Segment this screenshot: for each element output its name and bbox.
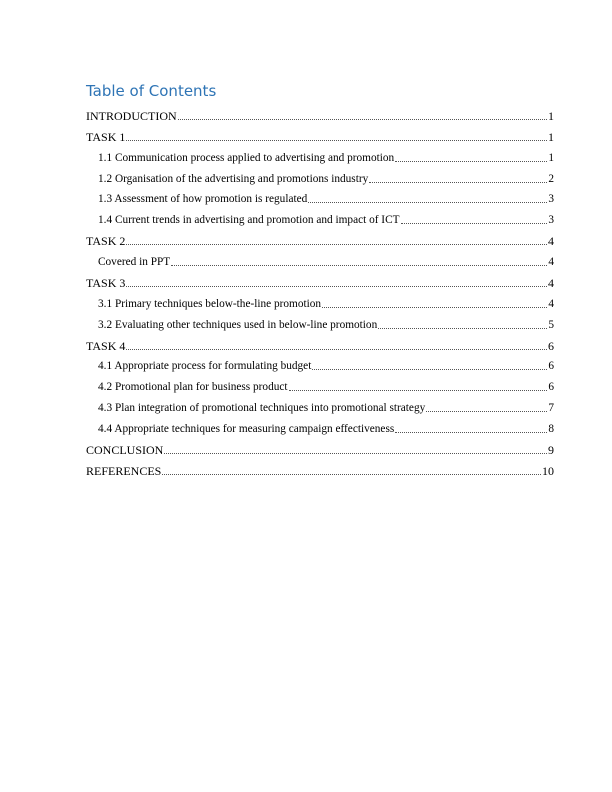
toc-list (86, 102, 554, 478)
toc-page-number: 3 (548, 214, 554, 227)
toc-entry-text: 1.4 Current trends in advertising and promotion and impact of ICT (98, 214, 400, 227)
toc-page-number: 3 (548, 193, 554, 206)
toc-entry-text: 4.1 Appropriate process for formulating budget (98, 360, 312, 373)
toc-entry[interactable] (86, 394, 554, 415)
toc-entry[interactable] (86, 290, 554, 311)
toc-page-number: 4 (548, 297, 554, 310)
toc-page-number: 7 (548, 401, 554, 414)
toc-entry-text: 4.3 Plan integration of promotional techniques into promotional strategy (98, 401, 426, 414)
toc-entry-text: 4.2 Promotional plan for business product (98, 381, 288, 394)
toc-page-number: 1 (548, 151, 554, 164)
toc-dot-leader (162, 473, 541, 475)
toc-entry[interactable] (86, 206, 554, 227)
toc-page-number: 2 (548, 172, 554, 185)
toc-entry[interactable] (86, 311, 554, 332)
toc-entry-text: REFERENCES (86, 463, 162, 478)
toc-dot-leader (369, 181, 547, 183)
toc-entry-text: TASK 1 (86, 130, 126, 144)
toc-entry[interactable] (86, 144, 554, 165)
toc-page-number: 8 (548, 422, 554, 435)
toc-entry-text: TASK 3 (86, 275, 126, 290)
toc-entry[interactable] (86, 165, 554, 186)
toc-page-number: 6 (548, 338, 554, 353)
toc-entry[interactable] (86, 415, 554, 436)
toc-dot-leader (426, 410, 547, 412)
toc-page-number: 4 (548, 255, 554, 268)
toc-entry[interactable] (86, 373, 554, 394)
toc-title: Table of Contents (86, 82, 217, 100)
toc-entry-text: 1.3 Assessment of how promotion is regulated (98, 193, 308, 206)
toc-dot-leader (312, 368, 547, 370)
toc-dot-leader (322, 306, 547, 308)
toc-entry-text: 1.2 Organisation of the advertising and promotions industry (98, 172, 369, 185)
toc-dot-leader (178, 118, 547, 120)
toc-page-number: 10 (542, 463, 554, 478)
toc-dot-leader (164, 452, 547, 454)
toc-entry[interactable] (86, 123, 554, 144)
toc-dot-leader (395, 160, 547, 162)
toc-entry[interactable] (86, 353, 554, 374)
toc-dot-leader (126, 243, 547, 245)
toc-dot-leader (126, 139, 547, 141)
toc-dot-leader (378, 327, 547, 329)
toc-dot-leader (126, 348, 547, 350)
toc-entry-text: TASK 4 (86, 338, 126, 353)
toc-entry-text: 3.1 Primary techniques below-the-line promotion (98, 297, 322, 310)
toc-dot-leader (126, 285, 547, 287)
toc-entry[interactable] (86, 248, 554, 269)
toc-page-number: 6 (548, 381, 554, 394)
toc-page-number: 1 (548, 109, 554, 123)
toc-entry[interactable] (86, 269, 554, 290)
toc-entry[interactable] (86, 332, 554, 353)
toc-entry[interactable] (86, 227, 554, 248)
toc-entry[interactable] (86, 457, 554, 478)
toc-entry[interactable] (86, 436, 554, 457)
toc-dot-leader (171, 264, 547, 266)
toc-dot-leader (308, 201, 547, 203)
toc-entry[interactable] (86, 186, 554, 207)
toc-page-number: 4 (548, 275, 554, 290)
toc-dot-leader (395, 431, 547, 433)
toc-page-number: 5 (548, 318, 554, 331)
toc-page-number: 4 (548, 234, 554, 249)
toc-page-number: 6 (548, 360, 554, 373)
toc-dot-leader (289, 389, 548, 391)
toc-entry-text: 1.1 Communication process applied to advertising and promotion (98, 151, 395, 164)
toc-page-number: 9 (548, 442, 554, 457)
toc-entry-text: TASK 2 (86, 234, 126, 249)
toc-dot-leader (401, 222, 548, 224)
toc-entry-text: 4.4 Appropriate techniques for measuring campaign effectiveness (98, 422, 395, 435)
toc-page-number: 1 (548, 130, 554, 144)
toc-entry-text: 3.2 Evaluating other techniques used in below-line promotion (98, 318, 378, 331)
toc-entry-text: CONCLUSION (86, 442, 164, 457)
toc-entry[interactable] (86, 102, 554, 123)
toc-entry-text: INTRODUCTION (86, 109, 177, 123)
toc-entry-text: Covered in PPT (98, 255, 171, 268)
